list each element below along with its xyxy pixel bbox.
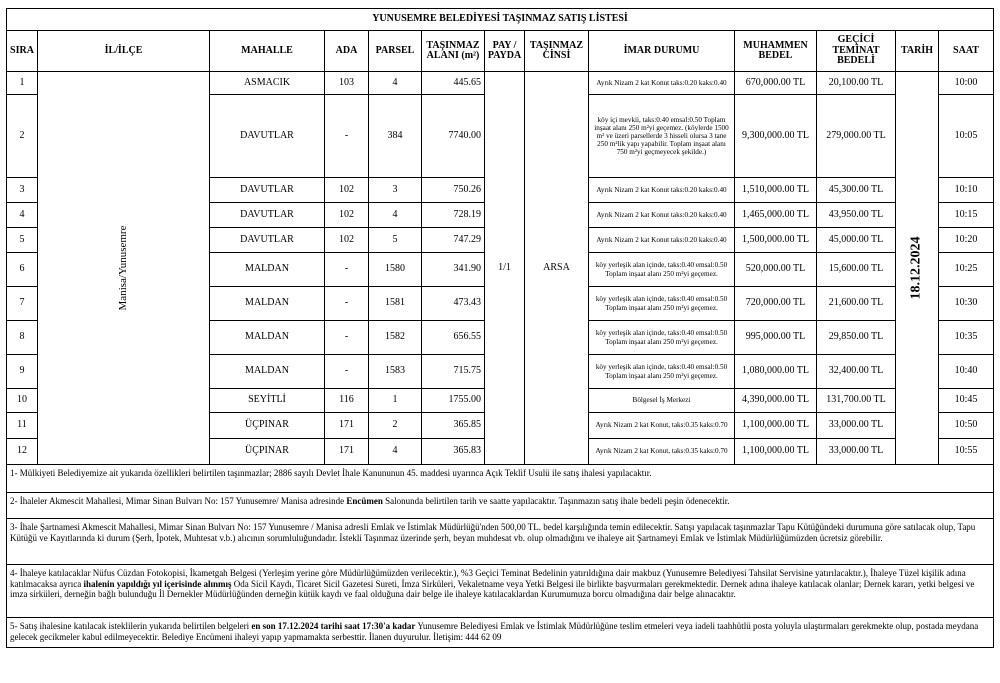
cell-teminat: 45,000.00 TL: [817, 228, 896, 253]
cell-saat: 10:50: [939, 413, 994, 439]
cell-alan: 473.43: [422, 287, 485, 321]
cell-alan: 445.65: [422, 72, 485, 95]
cell-ada: 171: [325, 439, 369, 465]
cell-mahalle: ASMACIK: [210, 72, 325, 95]
tarih-label: 18.12.2024: [908, 236, 924, 300]
note-5-row: [7, 618, 994, 648]
cell-saat: 10:15: [939, 203, 994, 228]
cell-imar: Bölgesel İş Merkezi: [589, 389, 735, 413]
cell-mahalle: DAVUTLAR: [210, 95, 325, 178]
cell-ada: 102: [325, 178, 369, 203]
cell-bedel: 1,500,000.00 TL: [735, 228, 817, 253]
cell-imar: Ayrık Nizam 2 kat Konut taks:0.20 kaks:0.40: [589, 178, 735, 203]
cell-ada: -: [325, 287, 369, 321]
cell-bedel: 520,000.00 TL: [735, 253, 817, 287]
cell-bedel: 4,390,000.00 TL: [735, 389, 817, 413]
cell-sira: 7: [7, 287, 38, 321]
cell-imar: köy yerleşik alan içinde, taks:0.40 emsal:0.50 Toplam inşaat alanı 250 m²yi geçemez.: [589, 253, 735, 287]
cell-saat: 10:00: [939, 72, 994, 95]
cell-ada: -: [325, 95, 369, 178]
cell-mahalle: DAVUTLAR: [210, 203, 325, 228]
cell-mahalle: MALDAN: [210, 321, 325, 355]
note-3-row: [7, 519, 994, 565]
cell-ada: 171: [325, 413, 369, 439]
note-2-text-c: Salonunda belirtilen tarih ve saatte yapılacaktır. Taşınmazın satış ihale bedeli peşin ödenecektir.: [382, 496, 730, 506]
col-header-pay: PAY / PAYDA: [485, 31, 525, 72]
cell-bedel: 1,100,000.00 TL: [735, 413, 817, 439]
note-2-row: [7, 493, 994, 519]
col-header-tarih: TARİH: [896, 31, 939, 72]
col-header-il-ilce: İL/İLÇE: [38, 31, 210, 72]
cell-pay-merged: 1/1: [485, 72, 525, 465]
il-ilce-label: Manisa/Yunusemre: [116, 225, 129, 311]
cell-sira: 5: [7, 228, 38, 253]
cell-teminat: 20,100.00 TL: [817, 72, 896, 95]
col-header-imar: İMAR DURUMU: [589, 31, 735, 72]
cell-sira: 6: [7, 253, 38, 287]
note-5: [7, 618, 994, 648]
sale-list-table: [6, 8, 994, 648]
cell-sira: 8: [7, 321, 38, 355]
cell-imar: köy yerleşik alan içinde, taks:0.40 emsal:0.50 Toplam inşaat alanı 250 m²yi geçemez.: [589, 321, 735, 355]
cell-bedel: 1,080,000.00 TL: [735, 355, 817, 389]
cell-saat: 10:25: [939, 253, 994, 287]
cell-alan: 365.85: [422, 413, 485, 439]
cell-il-ilce-merged: [38, 72, 210, 465]
cell-parsel: 1: [369, 389, 422, 413]
cell-teminat: 29,850.00 TL: [817, 321, 896, 355]
col-header-teminat: GEÇİCİ TEMİNAT BEDELİ: [817, 31, 896, 72]
cell-alan: 7740.00: [422, 95, 485, 178]
cell-mahalle: DAVUTLAR: [210, 228, 325, 253]
cell-saat: 10:55: [939, 439, 994, 465]
cell-parsel: 3: [369, 178, 422, 203]
cell-parsel: 1583: [369, 355, 422, 389]
note-4: [7, 565, 994, 618]
cell-parsel: 4: [369, 203, 422, 228]
cell-alan: 365.83: [422, 439, 485, 465]
cell-teminat: 43,950.00 TL: [817, 203, 896, 228]
cell-teminat: 21,600.00 TL: [817, 287, 896, 321]
cell-alan: 728.19: [422, 203, 485, 228]
col-header-ada: ADA: [325, 31, 369, 72]
col-header-alan: TAŞINMAZ ALANI (m²): [422, 31, 485, 72]
note-1-row: [7, 465, 994, 493]
cell-ada: 102: [325, 203, 369, 228]
cell-parsel: 4: [369, 72, 422, 95]
cell-bedel: 720,000.00 TL: [735, 287, 817, 321]
note-5-text-a: 5- Satış ihalesine katılacak isteklilerin yukarıda belirtilen belgeleri: [10, 621, 252, 631]
cell-sira: 10: [7, 389, 38, 413]
col-header-mahalle: MAHALLE: [210, 31, 325, 72]
col-header-saat: SAAT: [939, 31, 994, 72]
cell-ada: 102: [325, 228, 369, 253]
cell-imar: Ayrık Nizam 2 kat Konut, taks:0.35 kaks:0.70: [589, 439, 735, 465]
cell-mahalle: DAVUTLAR: [210, 178, 325, 203]
cell-teminat: 32,400.00 TL: [817, 355, 896, 389]
cell-teminat: 33,000.00 TL: [817, 439, 896, 465]
cell-parsel: 384: [369, 95, 422, 178]
cell-imar: köy yerleşik alan içinde, taks:0.40 emsal:0.50 Toplam inşaat alanı 250 m²yi geçemez.: [589, 287, 735, 321]
cell-sira: 9: [7, 355, 38, 389]
cell-mahalle: ÜÇPINAR: [210, 439, 325, 465]
cell-sira: 2: [7, 95, 38, 178]
cell-saat: 10:40: [939, 355, 994, 389]
sale-list-document: [6, 8, 993, 648]
col-header-sira: SIRA: [7, 31, 38, 72]
note-4-text-a: 4- İhaleye katılacaklar Nüfus Cüzdan Fotokopisi, İkametgah Belgesi (Yerleşim yerine göre Müdürlüğümüzden verilecektir.), %3 Geçici Teminat Bedelinin yatırıldığına dair makbuz (Yunusemre Belediyesi Tahsilat Servisine yatırılacaktır.), İhaleye Tüzel kişilik adına katılmacaksa ayrıca: [10, 568, 966, 589]
cell-teminat: 279,000.00 TL: [817, 95, 896, 178]
cell-alan: 1755.00: [422, 389, 485, 413]
cell-teminat: 15,600.00 TL: [817, 253, 896, 287]
table-header-row: [7, 31, 994, 72]
cell-imar: Ayrık Nizam 2 kat Konut taks:0.20 kaks:0.40: [589, 228, 735, 253]
cell-saat: 10:45: [939, 389, 994, 413]
cell-alan: 715.75: [422, 355, 485, 389]
note-2-text-bold: Encümen: [346, 496, 383, 506]
cell-bedel: 670,000.00 TL: [735, 72, 817, 95]
cell-sira: 4: [7, 203, 38, 228]
note-1: 1- Mülkiyeti Belediyemize ait yukarıda özellikleri belirtilen taşınmazlar; 2886 sayılı Devlet İhale Kanununun 45. maddesi uyarınca Açık Teklif Usulü ile satış ihalesi yapılacaktır.: [7, 465, 994, 493]
cell-bedel: 995,000.00 TL: [735, 321, 817, 355]
cell-bedel: 1,100,000.00 TL: [735, 439, 817, 465]
cell-sira: 3: [7, 178, 38, 203]
cell-tarih-merged: [896, 72, 939, 465]
note-4-row: [7, 565, 994, 618]
cell-saat: 10:30: [939, 287, 994, 321]
cell-teminat: 131,700.00 TL: [817, 389, 896, 413]
cell-imar: Ayrık Nizam 2 kat Konut taks:0.20 kaks:0.40: [589, 72, 735, 95]
cell-ada: 103: [325, 72, 369, 95]
note-4-text-bold: ihalenin yapıldığı yıl içerisinde alınmış: [83, 578, 232, 589]
cell-alan: 341.90: [422, 253, 485, 287]
cell-ada: -: [325, 321, 369, 355]
cell-parsel: 1582: [369, 321, 422, 355]
cell-saat: 10:05: [939, 95, 994, 178]
note-2: [7, 493, 994, 519]
col-header-parsel: PARSEL: [369, 31, 422, 72]
cell-ada: -: [325, 253, 369, 287]
cell-bedel: 1,465,000.00 TL: [735, 203, 817, 228]
cell-imar: Ayrık Nizam 2 kat Konut, taks:0.35 kaks:0.70: [589, 413, 735, 439]
cell-saat: 10:10: [939, 178, 994, 203]
cell-imar: Ayrık Nizam 2 kat Konut taks:0.20 kaks:0.40: [589, 203, 735, 228]
cell-cins-merged: ARSA: [525, 72, 589, 465]
cell-saat: 10:20: [939, 228, 994, 253]
cell-sira: 11: [7, 413, 38, 439]
note-5-text-c: Yunusemre Belediyesi Emlak ve İstimlak Müdürlüğüne teslim etmeleri veya iadeli taahhütlü posta yoluyla ulaştırmaları gerekmekte olup, postada meydana gelecek gecikmeler kabul edilmeyecektir. Belediye Encümeni ihaleyi yapıp yapmamakta serbesttir. İlanen duyurulur. İletişim: 444 62 09: [10, 621, 979, 642]
cell-parsel: 5: [369, 228, 422, 253]
col-header-cins: TAŞINMAZ CİNSİ: [525, 31, 589, 72]
cell-ada: 116: [325, 389, 369, 413]
col-header-bedel: MUHAMMEN BEDEL: [735, 31, 817, 72]
cell-teminat: 33,000.00 TL: [817, 413, 896, 439]
cell-mahalle: ÜÇPINAR: [210, 413, 325, 439]
table-row: [7, 72, 994, 95]
note-5-text-bold: en son 17.12.2024 tarihi saat 17:30'a kadar: [251, 621, 416, 631]
note-4-text-c: Oda Sicil Kaydı, Ticaret Sicil Gazetesi Sureti, İmza Sirküleri, Vekaletname veya Yetki Belgesi ile birlikte başvurmaları gerekmektedir. Dernek adına ihaleye katılacak olanlar; Dernek kararı, yetki belgesi ve imza sirküleri, derneğin bağlı bulunduğu İl Dernekler Müdürlüğünden derneğin kütük kaydı ve faal olduğuna dair belge ile ihaleye katılacaklardan Kurumumuza borcu olmadığına dair belge alınacaktır.: [10, 578, 975, 600]
note-3: 3- İhale Şartnamesi Akmescit Mahallesi, Mimar Sinan Bulvarı No: 157 Yunusemre / Manisa adresli Emlak ve İstimlak Müdürlüğü'nden 500,00 TL. bedel karşılığında temin edilecektir. Satışı yapılacak taşınmazlar Tapu Kütüğündeki durumuna göre satılacak olup, Tapu Kütüğü ve Kayıtlarında ki durum (Şerh, İpotek, Muhtesat v.b.) alıcının sorumluluğundadır. İstekli Taşınmaz üzerinde şerh, beyan muhdesat vb. olup olmadığını ve ihaleye ait Şartnameyi Emlak ve İstimlak Müdürlüğümüzden ücretsiz görebilir.: [7, 519, 994, 565]
note-2-text-a: 2- İhaleler Akmescit Mahallesi, Mimar Sinan Bulvarı No: 157 Yunusemre/ Manisa adresinde: [10, 496, 347, 506]
cell-mahalle: MALDAN: [210, 287, 325, 321]
page-title: YUNUSEMRE BELEDİYESİ TAŞINMAZ SATIŞ LİSTESİ: [7, 9, 994, 31]
cell-mahalle: MALDAN: [210, 253, 325, 287]
cell-sira: 1: [7, 72, 38, 95]
cell-ada: -: [325, 355, 369, 389]
cell-parsel: 1580: [369, 253, 422, 287]
cell-alan: 747.29: [422, 228, 485, 253]
cell-imar: köy yerleşik alan içinde, taks:0.40 emsal:0.50 Toplam inşaat alanı 250 m²yi geçemez.: [589, 355, 735, 389]
cell-bedel: 9,300,000.00 TL: [735, 95, 817, 178]
cell-saat: 10:35: [939, 321, 994, 355]
cell-bedel: 1,510,000.00 TL: [735, 178, 817, 203]
cell-teminat: 45,300.00 TL: [817, 178, 896, 203]
cell-parsel: 1581: [369, 287, 422, 321]
cell-sira: 12: [7, 439, 38, 465]
cell-alan: 656.55: [422, 321, 485, 355]
cell-mahalle: SEYİTLİ: [210, 389, 325, 413]
cell-parsel: 4: [369, 439, 422, 465]
cell-imar: köy içi mevkii, taks:0.40 emsal:0.50 Toplam inşaat alanı 250 m²yi geçemez. (köylerde 1500 m² ve üzeri parsellerde 3 hisseli olursa 3 tane 250 m²lik yapı yapabilir. Toplam inşaat alanı 750 m²yi geçmeyecek şekilde.): [589, 95, 735, 178]
cell-alan: 750.26: [422, 178, 485, 203]
cell-parsel: 2: [369, 413, 422, 439]
cell-mahalle: MALDAN: [210, 355, 325, 389]
